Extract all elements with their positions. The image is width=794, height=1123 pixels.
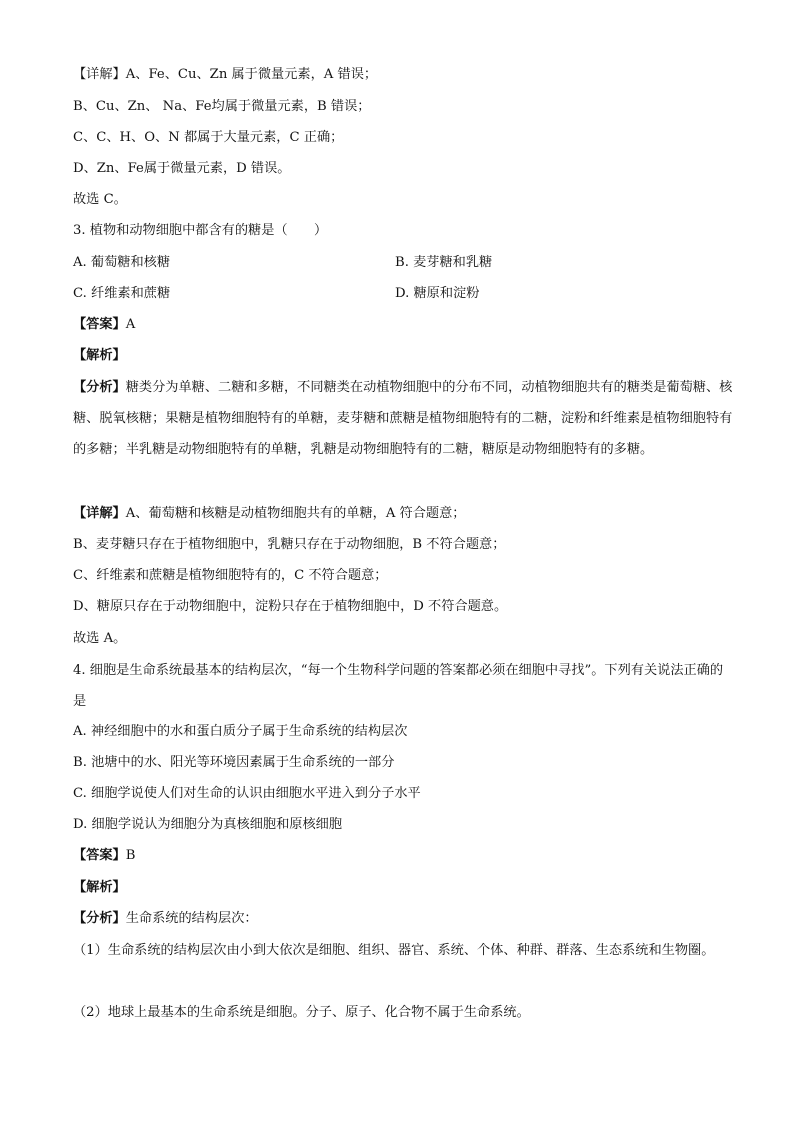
analysis-text: 糖类分为单糖、二糖和多糖，不同糖类在动植物细胞中的分布不同，动植物细胞共有的糖类是葡萄糖、核糖、脱氧核糖；果糖是植物细胞特有的单糖，麦芽糖和蔗糖是植物细胞特有的二糖，淀粉和纤维素是植物细胞特有的多糖；半乳糖是动物细胞特有的单糖，乳糖是动物细胞特有的二糖，糖原是动物细胞特有的多糖。	[73, 380, 733, 457]
detail-line-b: B、Cu、Zn、 Na、Fe均属于微量元素，B 错误；	[73, 99, 371, 114]
q4-option-a: A. 神经细胞中的水和蛋白质分子属于生命系统的结构层次	[73, 724, 408, 739]
q3-detail-a	[73, 505, 734, 523]
answer-value: A	[125, 317, 136, 332]
q3-detail-b: B、麦芽糖只存在于植物细胞中，乳糖只存在于动物细胞，B 不符合题意；	[73, 537, 506, 552]
q4-option-b: B. 池塘中的水、阳光等环境因素属于生命系统的一部分	[73, 755, 395, 770]
q3-analysis-heading	[73, 347, 734, 365]
q3-detail-d: D、糖原只存在于动物细胞中，淀粉只存在于植物细胞中，D 不符合题意。	[73, 599, 508, 614]
q3-detail-c: C、纤维素和蔗糖是植物细胞特有的，C 不符合题意；	[73, 568, 388, 583]
q3-analysis	[73, 372, 734, 465]
detail-line-c: C、C、H、O、N 都属于大量元素，C 正确；	[73, 130, 344, 145]
analysis-tag: 【解析】	[73, 880, 126, 895]
q3-option-d: D. 糖原和淀粉	[395, 286, 480, 301]
answer-tag: 【答案】	[73, 848, 126, 863]
q4-answer	[73, 847, 734, 865]
question-3: 3. 植物和动物细胞中都含有的糖是（ ）	[73, 223, 328, 238]
detail-line-d: D、Zn、Fe属于微量元素，D 错误。	[73, 161, 291, 176]
q4-point-1: （1）生命系统的结构层次由小到大依次是细胞、组织、器官、系统、个体、种群、群落、生态系统和生物圈。	[73, 943, 715, 958]
detail-line-a: 【详解】A、Fe、Cu、Zn 属于微量元素，A 错误；	[73, 67, 378, 82]
question-4: 4. 细胞是生命系统最基本的结构层次，“每一个生物科学问题的答案都必须在细胞中寻找”。下列有关说法正确的是	[73, 663, 724, 709]
q3-answer	[73, 316, 734, 334]
q3-option-a: A. 葡萄糖和核糖	[73, 255, 171, 270]
answer-value: B	[125, 848, 136, 863]
analysis-tag: 【解析】	[73, 348, 126, 363]
answer-tag: 【答案】	[73, 317, 126, 332]
q4-analysis	[73, 910, 734, 928]
analysis-text: 生命系统的结构层次：	[125, 911, 258, 926]
q4-option-c: C. 细胞学说使人们对生命的认识由细胞水平进入到分子水平	[73, 786, 421, 801]
q4-analysis-heading	[73, 879, 734, 897]
q3-select: 故选 A。	[73, 631, 127, 646]
q3-option-b: B. 麦芽糖和乳糖	[395, 255, 493, 270]
select-line: 故选 C。	[73, 192, 127, 207]
detail-text: A、葡萄糖和核糖是动植物细胞共有的单糖，A 符合题意；	[125, 506, 466, 521]
q4-point-2: （2）地球上最基本的生命系统是细胞。分子、原子、化合物不属于生命系统。	[73, 1005, 530, 1020]
q4-option-d: D. 细胞学说认为细胞分为真核细胞和原核细胞	[73, 817, 343, 832]
detail-tag: 【详解】	[73, 506, 126, 521]
analysis-sub-tag: 【分析】	[73, 380, 126, 395]
analysis-sub-tag: 【分析】	[73, 911, 126, 926]
q3-option-c: C. 纤维素和蔗糖	[73, 286, 171, 301]
